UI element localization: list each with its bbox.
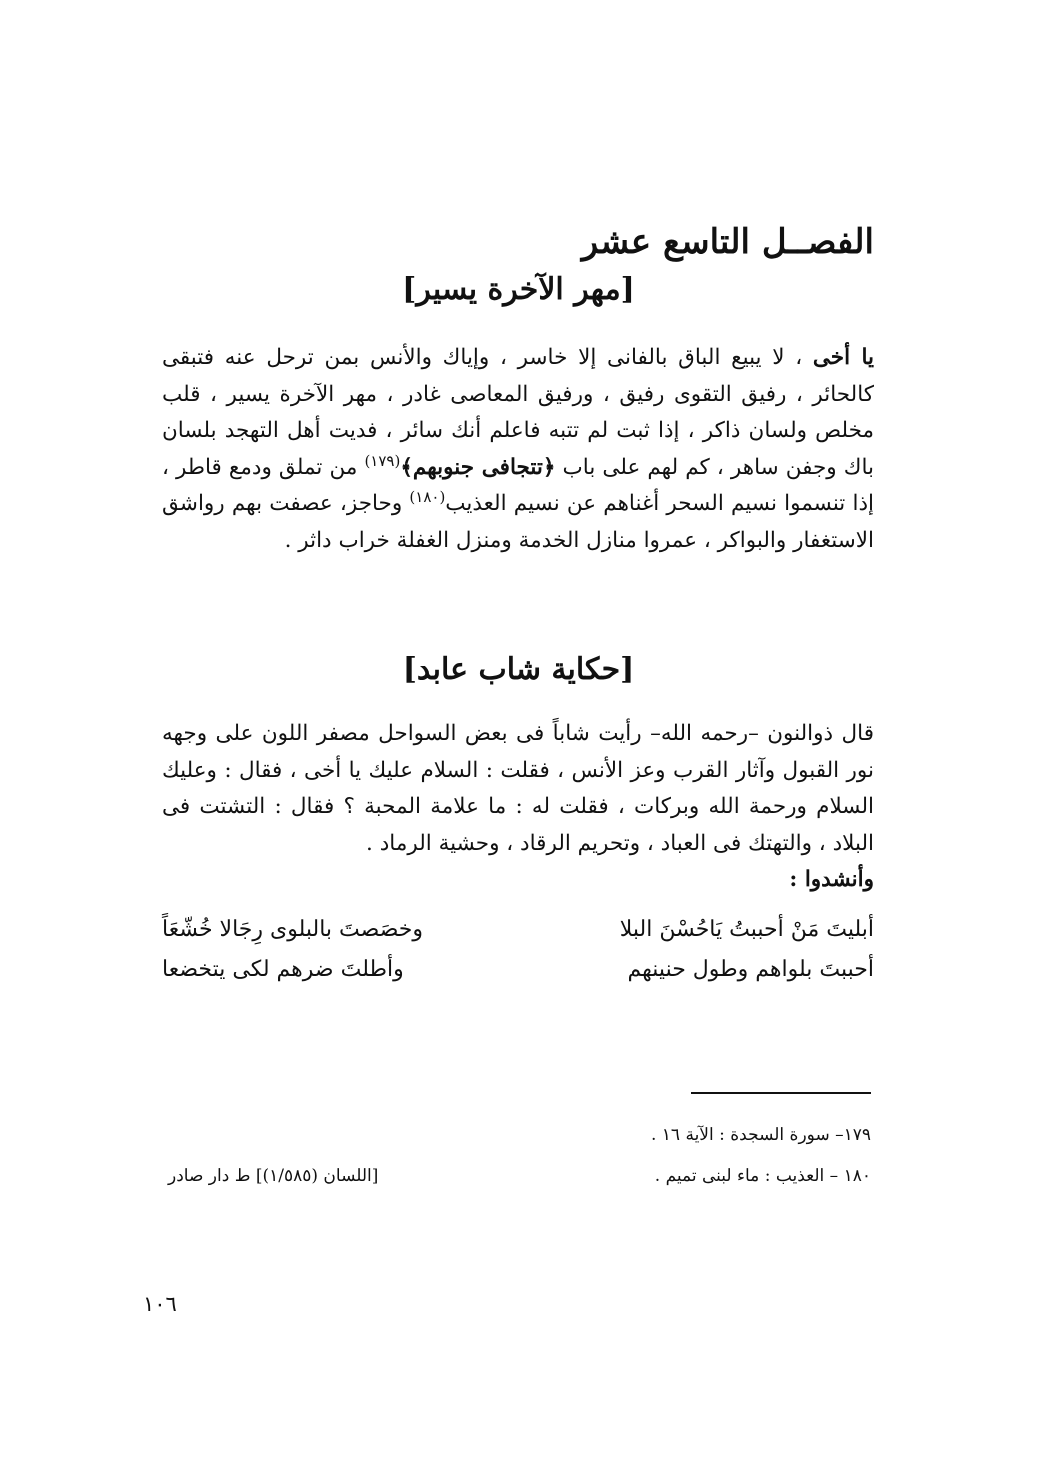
verse-intro: وأنشدوا : [789, 867, 874, 892]
hemistich-second: وخصَصتَ بالبلوى رِجَالا خُشّعَاً [162, 917, 424, 942]
poem [162, 910, 874, 990]
story-text: قال ذوالنون –رحمه الله– رأيت شاباً فى بعض السواحل مصفر اللون على وجهه نور القبول وآثار القرب وعز الأنس ، فقلت : السلام عليك يا أخى ، فقال : وعليك السلام ورحمة الله وبركات ، فقلت له : ما علامة المحبة ؟ فقال : التشتت فى البلاد ، والتهتك فى العباد ، وتحريم الرقاد ، وحشية الرماد . [162, 721, 874, 856]
footnote-180: ١٨٠ – العذيب : ماء لبنى تميم . [654, 1166, 871, 1186]
hemistich-second: وأطلتَ ضرهم لكى يتخضعا [162, 957, 404, 982]
paragraph-text-b: من تملق ودمع قاطر ، إذا تنسموا نسيم السحر أغناهم عن نسيم العذيب [162, 454, 874, 516]
paragraph-text-c: وحاجز، عصفت بهم رواشق الاستغفار والبواكر ، عمروا منازل الخدمة ومنزل الغفلة خراب داثر . [162, 491, 874, 553]
poem-line [162, 910, 874, 950]
poem-line [162, 950, 874, 990]
section-title-story: [حكاية شاب عابد] [402, 652, 635, 687]
hemistich-first: أبليتَ مَنْ أحببتُ يَاحُسْنَ البلا [619, 917, 874, 942]
footnote-179: ١٧٩– سورة السجدة : الآية ١٦ . [650, 1125, 871, 1145]
section-title-dowry: [مهر الآخرة يسير] [402, 272, 635, 307]
footnote-ref-180: (١٨٠) [409, 487, 446, 506]
paragraph-dowry [162, 340, 874, 559]
chapter-title: الفصــل التاسع عشر [581, 222, 874, 262]
hemistich-first: أحببتَ بلواهم وطول حنينهم [627, 957, 874, 982]
paragraph-story [162, 716, 874, 899]
page-number: ١٠٦ [143, 1292, 177, 1316]
footnote-180-source: [اللسان (١/٥٨٥)] ط دار صادر [168, 1166, 379, 1186]
paragraph-text-a: ، لا يبيع الباق بالفانى إلا خاسر ، وإياك والأنس بمن ترحل عنه فتبقى كالحائر ، رفيق التقوى رفيق ، ورفيق المعاصى غادر ، مهر الآخرة يسير ، قلب مخلص ولسان ذاكر ، إذا ثبت لم تتبه فاعلم أنك سائر ، فديت أهل التهجد بلسان باك وجفن ساهر ، كم لهم على باب [162, 345, 874, 480]
footnote-divider [691, 1092, 871, 1094]
lead-word: يا أخى [812, 345, 874, 370]
footnote-ref-179: (١٧٩) [364, 451, 401, 470]
quran-quote: ﴿تتجافى جنوبهم﴾ [400, 454, 556, 480]
